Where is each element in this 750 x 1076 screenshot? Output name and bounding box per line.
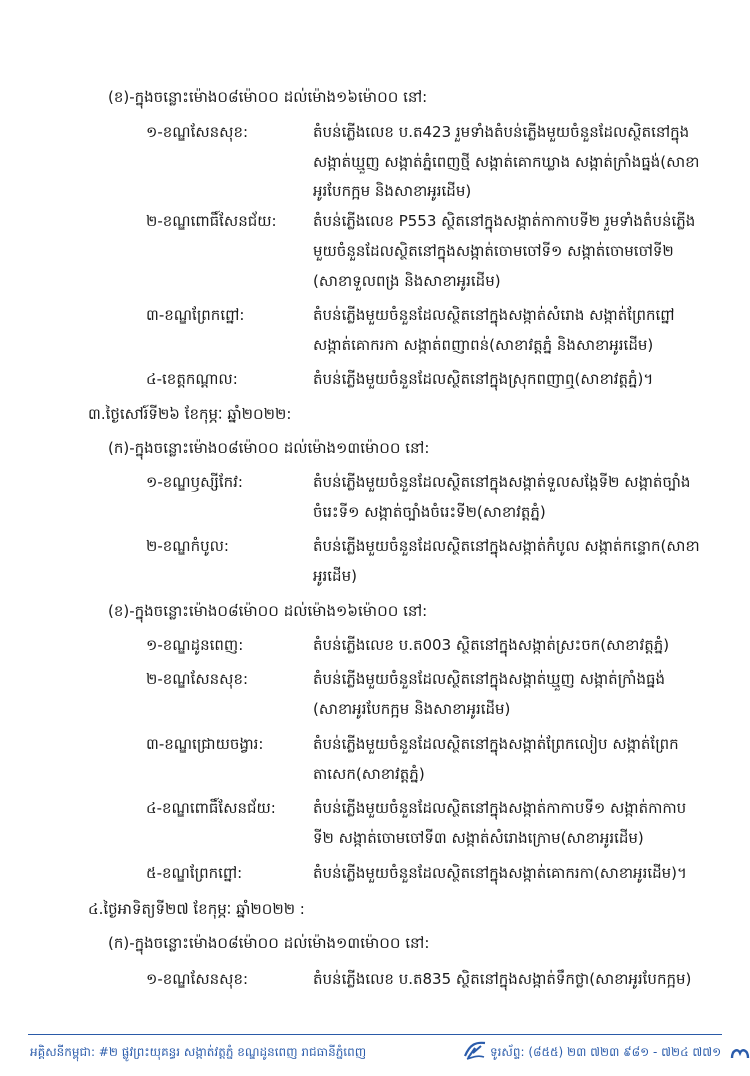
area-description: តំបន់ភ្លើងមួយចំនួនដែលស្ថិតនៅក្នុងសង្កាត់គោករកា(សាខាអូរដើម)។ — [313, 864, 687, 882]
district-label: ១-ខណ្ឌសែនសុខ: — [146, 123, 249, 141]
edc-logo-icon — [462, 1038, 488, 1062]
day-heading: ៣.ថ្ងៃសៅរ៍ទី២៦ ខែកុម្ភៈ ឆ្នាំ២០២២: — [88, 405, 292, 423]
day-heading: ៤.ថ្ងៃអាទិត្យទី២៧ ខែកុម្ភៈ ឆ្នាំ២០២២ : — [88, 900, 305, 918]
area-description: តំបន់ភ្លើងមួយចំនួនដែលស្ថិតនៅក្នុងសង្កាត់កំបូល សង្កាត់កន្ទោក(សាខា — [313, 537, 700, 555]
area-description: អូរបែកក្អម និងសាខាអូរដើម) — [313, 182, 472, 200]
area-description: តំបន់ភ្លើងមួយចំនួនដែលស្ថិតនៅក្នុងស្រុកពញាឮ(សាខាវត្តភ្នំ)។ — [313, 370, 654, 388]
district-label: ២-ខណ្ឌពោធិ៍សែនជ័យ: — [146, 212, 277, 230]
district-label: ៣-ខណ្ឌព្រែកព្នៅ: — [146, 306, 245, 324]
area-description: សង្កាត់ឃ្មួញ សង្កាត់ភ្នំពេញថ្មី សង្កាត់គោកឃ្លាង សង្កាត់ក្រាំងធ្នង់(សាខា — [313, 153, 700, 171]
district-label: ២-ខណ្ឌកំបូល: — [146, 537, 229, 555]
footer-divider — [28, 1034, 722, 1035]
district-label: ១-ខណ្ឌសែនសុខ: — [146, 970, 249, 988]
time-range-heading: (ខ)-ក្នុងចន្លោះម៉ោង០៨ម៉ោ០០ ដល់ម៉ោង១៦ម៉ោ០០ នៅ: — [108, 602, 428, 620]
footer-address: អគ្គិសនីកម្ពុជា: #២ ផ្លូវព្រះយុគន្ធរ សង្កាត់វត្តភ្នំ ខណ្ឌដូនពេញ រាជធានីភ្នំពេញ — [30, 1045, 367, 1059]
district-label: ៣-ខណ្ឌជ្រោយចង្វារ: — [146, 735, 264, 753]
area-description: តំបន់ភ្លើងលេខ P553 ស្ថិតនៅក្នុងសង្កាត់កាកាបទី២ រួមទាំងតំបន់ភ្លើង — [313, 212, 696, 230]
area-description: តំបន់ភ្លើងមួយចំនួនដែលស្ថិតនៅក្នុងសង្កាត់កាកាបទី១ សង្កាត់កាកាប — [313, 799, 687, 817]
area-description: តំបន់ភ្លើងលេខ ប.ត423 រួមទាំងតំបន់ភ្លើងមួយចំនួនដែលស្ថិតនៅក្នុង — [313, 123, 690, 141]
area-description: តំបន់ភ្លើងលេខ ប.ត835 ស្ថិតនៅក្នុងសង្កាត់ទឹកថ្លា(សាខាអូរបែកក្អម) — [313, 970, 692, 988]
area-description: (សាខាទួលពង្រ និងសាខាអូរដើម) — [313, 272, 501, 290]
area-description: តំបន់ភ្លើងមួយចំនួនដែលស្ថិតនៅក្នុងសង្កាត់ព្រែកលៀប សង្កាត់ព្រែក — [313, 735, 679, 753]
area-description: (សាខាអូរបែកក្អម និងសាខាអូរដើម) — [313, 700, 511, 718]
area-description: ទី២ សង្កាត់ចោមចៅទី៣ សង្កាត់សំរោងក្រោម(សាខាអូរដើម) — [313, 829, 644, 847]
area-description: តាសេក(សាខាវត្តភ្នំ) — [313, 765, 425, 783]
area-description: តំបន់ភ្លើងមួយចំនួនដែលស្ថិតនៅក្នុងសង្កាត់សំរោង សង្កាត់ព្រែកព្នៅ — [313, 306, 675, 324]
district-label: ៤-ខណ្ឌពោធិ៍សែនជ័យ: — [146, 799, 276, 817]
time-range-heading: (ក)-ក្នុងចន្លោះម៉ោង០៨ម៉ោ០០ ដល់ម៉ោង១៣ម៉ោ០០ នៅ: — [108, 439, 430, 457]
time-range-heading: (ក)-ក្នុងចន្លោះម៉ោង០៨ម៉ោ០០ ដល់ម៉ោង១៣ម៉ោ០០ នៅ: — [108, 934, 430, 952]
time-range-heading: (ខ)-ក្នុងចន្លោះម៉ោង០៨ម៉ោ០០ ដល់ម៉ោង១៦ម៉ោ០០ នៅ: — [108, 88, 428, 106]
district-label: ៥-ខណ្ឌព្រែកព្នៅ: — [146, 864, 243, 882]
area-description: តំបន់ភ្លើងមួយចំនួនដែលស្ថិតនៅក្នុងសង្កាត់ទួលសង្កែទី២ សង្កាត់ច្បាំង — [313, 473, 691, 491]
district-label: ១-ខណ្ឌដូនពេញ: — [146, 636, 244, 654]
page-corner-mark-icon — [730, 1046, 750, 1060]
district-label: ១-ខណ្ឌឫស្សីកែវ: — [146, 473, 243, 491]
area-description: ចំរេះទី១ សង្កាត់ច្បាំងចំរេះទី២(សាខាវត្តភ្នំ) — [313, 503, 546, 521]
area-description: តំបន់ភ្លើងលេខ ប.ត003 ស្ថិតនៅក្នុងសង្កាត់ស្រះចក(សាខាវត្តភ្នំ) — [313, 636, 670, 654]
page-footer — [0, 1030, 750, 1076]
district-label: ២-ខណ្ឌសែនសុខ: — [146, 670, 249, 688]
footer-phone: ទូរស័ព្ទ: (៨៥៥) ២៣ ៧២៣ ៩៨១ - ៧២៤ ៧៧១ — [490, 1045, 722, 1059]
area-description: អូរដើម) — [313, 567, 357, 585]
area-description: តំបន់ភ្លើងមួយចំនួនដែលស្ថិតនៅក្នុងសង្កាត់ឃ្មួញ សង្កាត់ក្រាំងធ្នង់ — [313, 670, 666, 688]
area-description: សង្កាត់គោករកា សង្កាត់ពញាពន់(សាខាវត្តភ្នំ និងសាខាអូរដើម) — [313, 336, 654, 354]
district-label: ៤-ខេត្តកណ្ដាល: — [146, 370, 238, 388]
area-description: មួយចំនួនដែលស្ថិតនៅក្នុងសង្កាត់ចោមចៅទី១ សង្កាត់ចោមចៅទី២ — [313, 242, 674, 260]
